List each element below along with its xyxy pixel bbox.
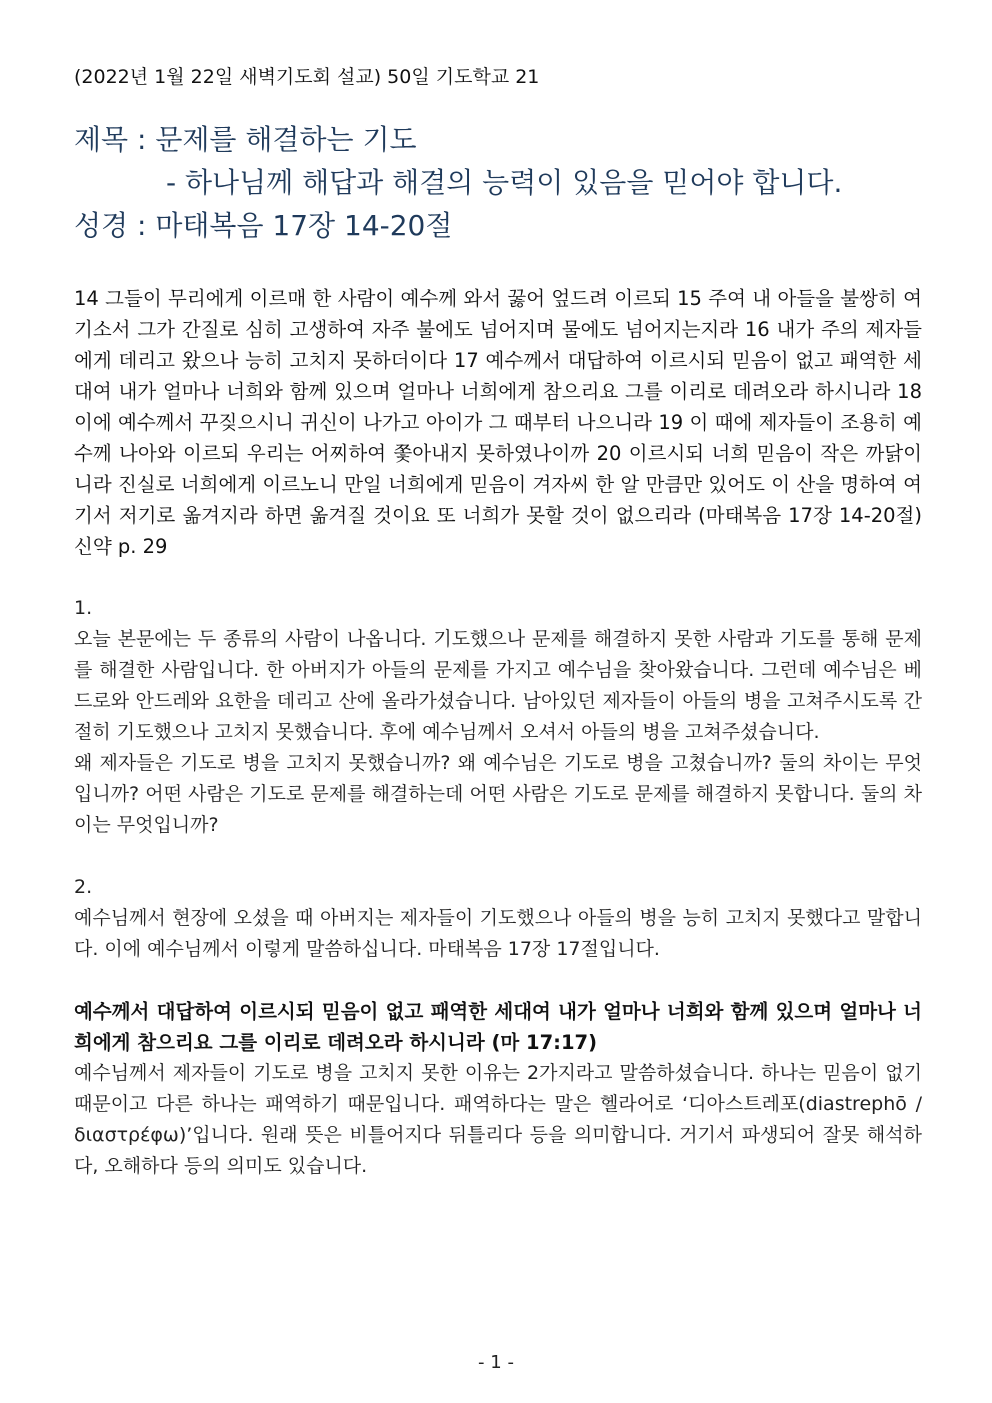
bible-quote: 예수께서 대답하여 이르시되 믿음이 없고 패역한 세대여 내가 얼마나 너희와 함께 있으며 얼마나 너희에게 참으리요 그를 이리로 데려오라 하시니라 (마 17:17) — [74, 1000, 922, 1054]
section-2 — [74, 872, 922, 1182]
sermon-title: 제목 : 문제를 해결하는 기도 — [74, 123, 417, 156]
scripture-reference: 성경 : 마태복음 17장 14-20절 — [74, 209, 453, 242]
page-number: - 1 - — [478, 1352, 514, 1373]
sermon-header: (2022년 1월 22일 새벽기도회 설교) 50일 기도학교 21 — [74, 66, 540, 88]
sermon-subtitle: - 하나님께 해답과 해결의 능력이 있음을 믿어야 합니다. — [166, 166, 843, 199]
section-1-paragraph-1: 오늘 본문에는 두 종류의 사람이 나옵니다. 기도했으나 문제를 해결하지 못한 사람과 기도를 통해 문제를 해결한 사람입니다. 한 아버지가 아들의 문제를 가지고 예수님을 찾아왔습니다. 그런데 예수님은 베드로와 안드레와 요한을 데리고 산에 올라가셨습니다. 남아있던 제자들이 아들의 병을 고쳐주시도록 간절히 기도했으나 고치지 못했습니다. 후에 예수님께서 오셔서 아들의 병을 고쳐주셨습니다. — [74, 628, 922, 743]
title-block — [74, 118, 922, 247]
section-1 — [74, 593, 922, 841]
section-1-paragraph-2: 왜 제자들은 기도로 병을 고치지 못했습니까? 왜 예수님은 기도로 병을 고쳤습니까? 둘의 차이는 무엇입니까? 어떤 사람은 기도로 문제를 해결하는데 어떤 사람은 기도로 문제를 해결하지 못합니다. 둘의 차이는 무엇입니까? — [74, 752, 922, 836]
section-number: 1. — [74, 597, 93, 619]
section-number: 2. — [74, 876, 93, 898]
document-page — [74, 62, 922, 1182]
section-2-paragraph-1: 예수님께서 현장에 오셨을 때 아버지는 제자들이 기도했으나 아들의 병을 능히 고치지 못했다고 말합니다. 이에 예수님께서 이렇게 말씀하십니다. 마태복음 17장 17절입니다. — [74, 907, 922, 960]
section-2-paragraph-2: 예수님께서 제자들이 기도로 병을 고치지 못한 이유는 2가지라고 말씀하셨습니다. 하나는 믿음이 없기 때문이고 다른 하나는 패역하기 때문입니다. 패역하다는 말은 헬라어로 ‘디아스트레포(diastrephō / διαστρέφω)’입니다. 원래 뜻은 비틀어지다 뒤틀리다 등을 의미합니다. 거기서 파생되어 잘못 해석하다, 오해하다 등의 의미도 있습니다. — [74, 1062, 922, 1177]
scripture-text: 14 그들이 무리에게 이르매 한 사람이 예수께 와서 꿇어 엎드려 이르되 15 주여 내 아들을 불쌍히 여기소서 그가 간질로 심히 고생하여 자주 불에도 넘어지며 물에도 넘어지는지라 16 내가 주의 제자들에게 데리고 왔으나 능히 고치지 못하더이다 17 예수께서 대답하여 이르시되 믿음이 없고 패역한 세대여 내가 얼마나 너희와 함께 있으며 얼마나 너희에게 참으리요 그를 이리로 데려오라 하시니라 18 이에 예수께서 꾸짖으시니 귀신이 나가고 아이가 그 때부터 나으니라 19 이 때에 제자들이 조용히 예수께 나아와 이르되 우리는 어찌하여 쫓아내지 못하였나이까 20 이르시되 너희 믿음이 작은 까닭이니라 진실로 너희에게 이르노니 만일 너희에게 믿음이 겨자씨 한 알 만큼만 있어도 이 산을 명하여 여기서 저기로 옮겨지라 하면 옮겨질 것이요 또 너희가 못할 것이 없으리라 (마태복음 17장 14-20절) 신약 p. 29 — [74, 287, 922, 558]
